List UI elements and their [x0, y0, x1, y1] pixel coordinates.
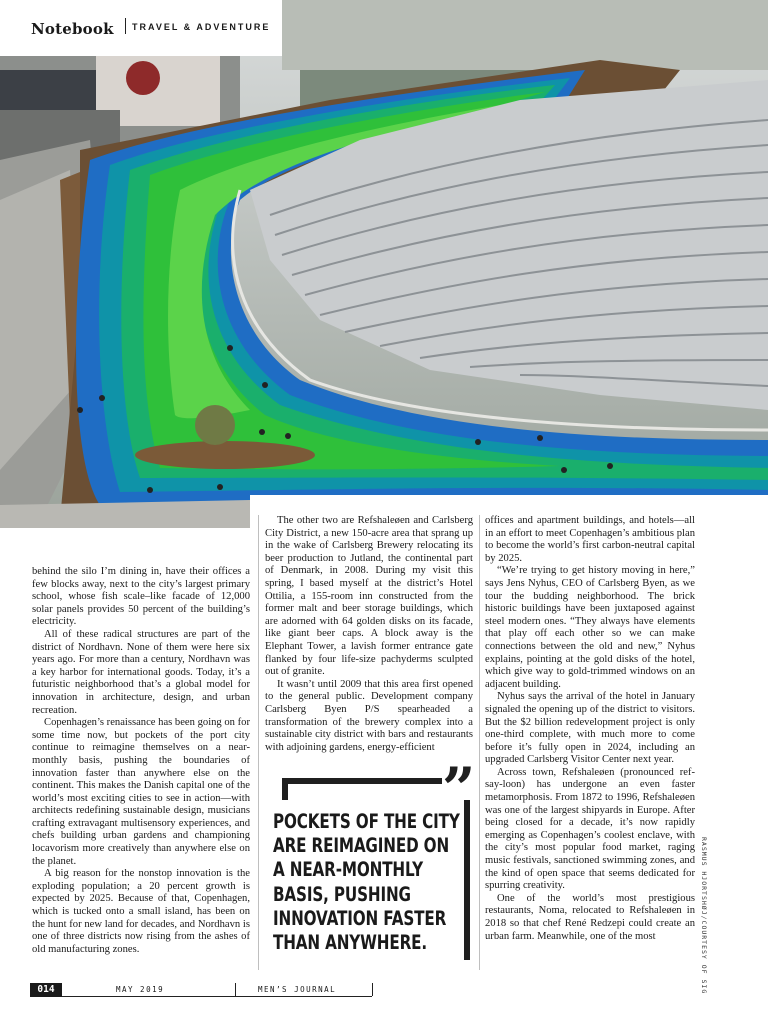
paragraph: behind the silo I’m dining in, have their offices a few blocks away, next to the city’s largest primary school, whose fish scale–like facade of 12,000 solar panels provides 50 percent of the building’s electricity. [32, 566, 250, 628]
paragraph: It wasn’t until 2009 that this area first opened to the general public. Development company Carlsberg Byen P/S spearheaded a transformation of the brewery complex into a sustainable city district with bars and restaurants with adjoining gardens, energy-efficient [265, 678, 473, 753]
quote-mark-icon: ” [442, 755, 476, 823]
footer-divider [235, 983, 236, 996]
issue-date: MAY 2019 [116, 985, 165, 994]
footer-rule [62, 996, 372, 997]
paragraph: offices and apartment buildings, and hotels—all in an effort to meet Copenhagen’s ambitious plan to become the world’s first carbon-neutral capital by 2025. [485, 515, 695, 564]
pullquote-frame-top [282, 778, 442, 784]
article-column-3 [485, 515, 695, 943]
footer-divider [372, 983, 373, 996]
header-block [0, 0, 282, 56]
photo-credit: RASMUS HJORTSHØJ/COURTESY OF SIG [700, 837, 708, 995]
pullquote-frame-left [282, 778, 288, 800]
article-column-1 [32, 566, 250, 956]
column-rule [258, 515, 259, 970]
pullquote-text: POCKETS OF THE CITY ARE REIMAGINED ON A NEAR-MONTHLY BASIS, PUSHING INNOVATION FASTER THAN ANYWHERE. [273, 810, 460, 955]
paragraph: Copenhagen’s renaissance has been going on for some time now, but pockets of the port city continue to reimagine themselves on a near-monthly basis, pushing the boundaries of innovation faster than anywhere else on the continent. This makes the Danish capital one of the world’s most exciting cities to see in action—with architects redefining sustainable design, musicians crafting extravagant multisensory experiences, and chefs building urban gardens and championing locavorism more creatively than anywhere else on the planet. [32, 717, 250, 867]
paragraph: All of these radical structures are part of the district of Nordhavn. None of them were here six years ago. For more than a century, Nordhavn was a key harbor for international goods. Today, it’s a futuristic neighborhood that’s a global model for innovation in architecture, design, and urban recreation. [32, 628, 250, 716]
paragraph: One of the world’s most prestigious restaurants, Noma, relocated to Refshaleøen in 2018 so that chef René Redzepi could create an urban farm. Meanwhile, one of the most [485, 892, 695, 942]
paragraph: Nyhus says the arrival of the hotel in January signaled the opening up of the district to visitors. But the $2 billion redevelopment project is only one-third complete, with much more to come before it’s fully open in 2024, including an upgraded Carlsberg Visitor Center next year. [485, 691, 695, 766]
paragraph: The other two are Refshaleøen and Carlsberg City District, a new 150-acre area that sprang up in the wake of Carlsberg Brewery relocating its beer production to Jutland, the continental part of Denmark, in 2008. During my visit this spring, I based myself at the district’s Hotel Ottilia, a 155-room inn constructed from the former malt and beer storage buildings, which are adorned with 64 golden disks on its facade, like giant beer caps. A block away is the Elephant Tower, a lavish former entrance gate flanked by four life-size pachyderms sculpted out of granite. [265, 515, 473, 678]
category-label: TRAVEL & ADVENTURE [132, 22, 271, 32]
magazine-name: MEN’S JOURNAL [258, 985, 337, 994]
paragraph: A big reason for the nonstop innovation is the exploding population; a 20 percent growth is expected by 2025. Because of that, Copenhagen, which is tucked onto a small island, has been on the hunt for new land for decades, and Nordhavn is one of three districts now rising from the ashes of old manufacturing zones. [32, 868, 250, 955]
section-title: Notebook [31, 20, 114, 38]
column-rule [479, 515, 480, 970]
header-divider [125, 18, 126, 34]
article-column-2 [265, 515, 473, 754]
paragraph: “We’re trying to get history moving in here,” says Jens Nyhus, CEO of Carlsberg Byen, as we tour the budding neighborhood. The brick historic buildings have been juxtaposed against steel modern ones. “They always have elements that play off each other so we can make connections between the old and new,” Nyhus explains, pointing at the gold disks of the hotel, which give way to gold-trimmed windows on an adjacent building. [485, 565, 695, 690]
pullquote-frame-right [464, 800, 470, 960]
page-number: 014 [30, 983, 62, 997]
paragraph: Across town, Refshaleøen (pronounced ref-say-loon) has undergone an even faster metamorphosis. From 1872 to 1996, Refshaleøen was one of the largest shipyards in Europe. After being closed for a decade, it’s now rapidly emerging as Copenhagen’s coolest enclave, with the city’s most popular food market, raging music festivals, sanctioned swimming zones, and the kind of open space that seems dedicated for spurring creativity. [485, 766, 695, 892]
